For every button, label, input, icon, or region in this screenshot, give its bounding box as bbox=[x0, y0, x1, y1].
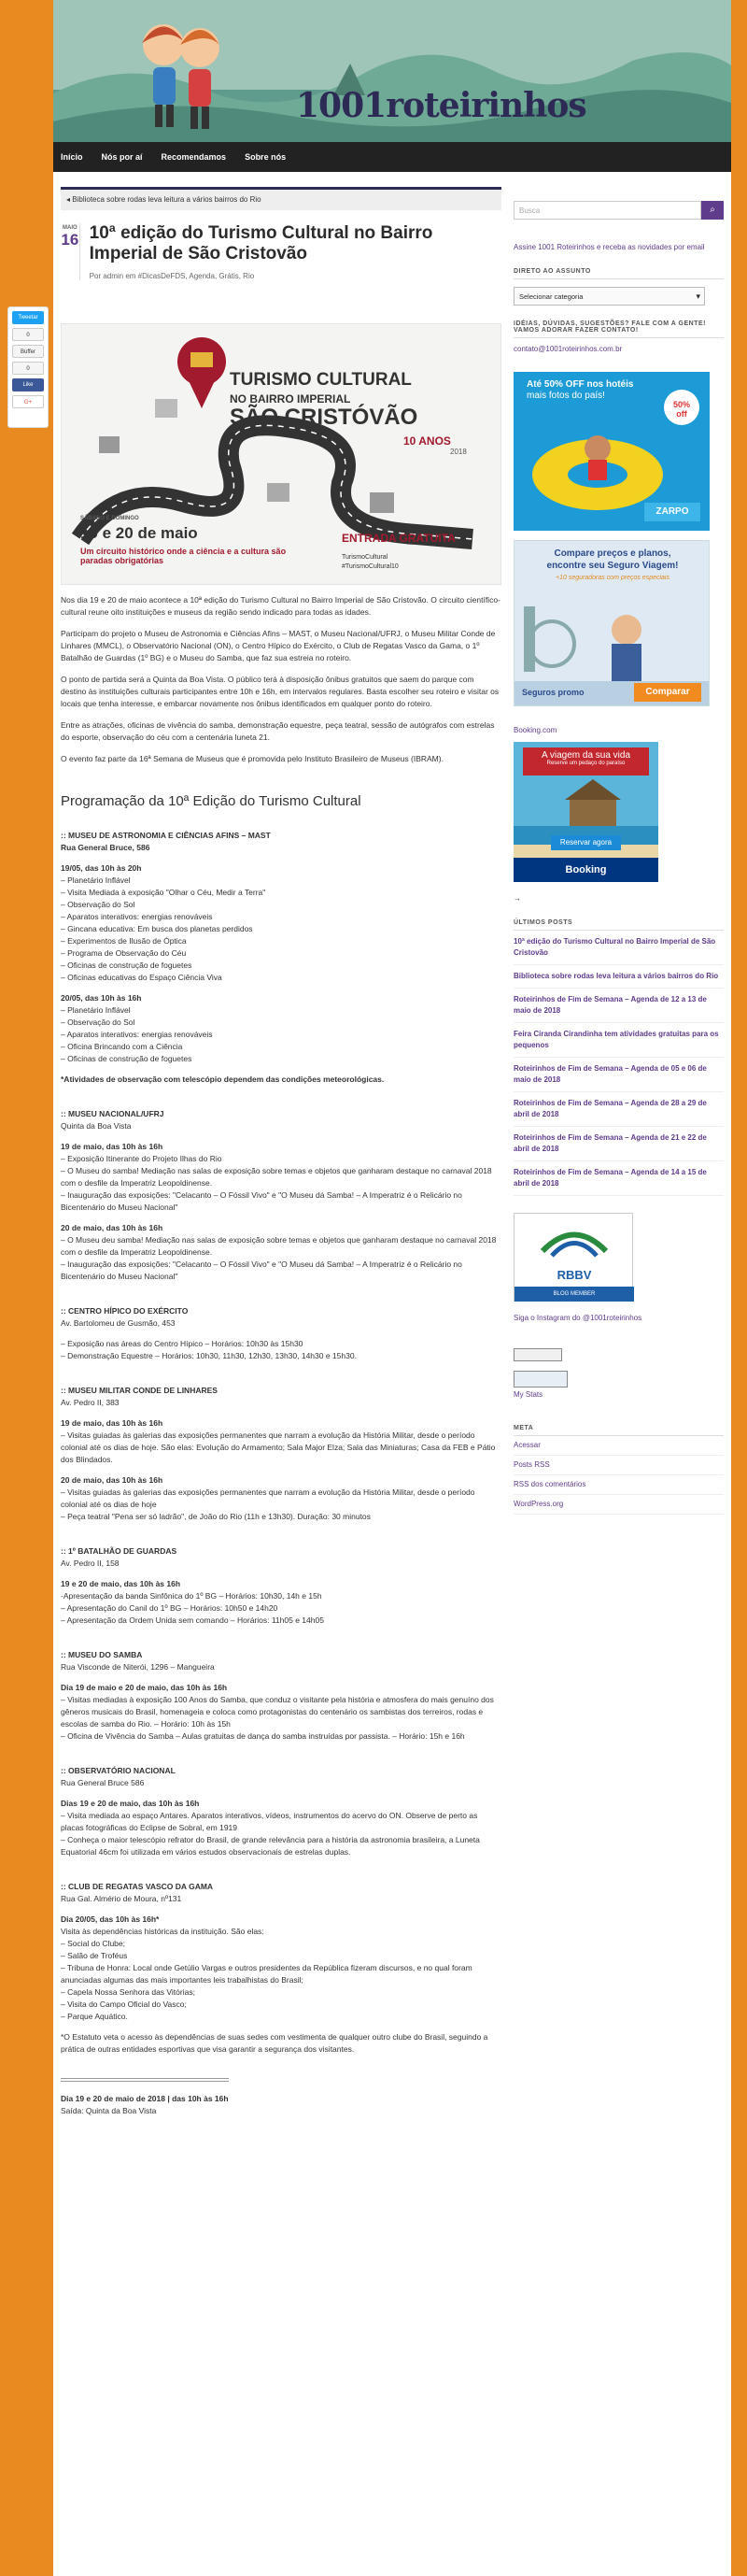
section-address: Rua Visconde de Niterói, 1296 – Mangueira bbox=[61, 1662, 215, 1672]
section-line: Visita às dependências históricas da instituição. São elas: bbox=[61, 1927, 264, 1936]
banner-year: 2018 bbox=[450, 448, 467, 456]
section-line: – Capela Nossa Senhora das Vitórias; bbox=[61, 1987, 195, 1997]
section-line: – Social do Clube; bbox=[61, 1939, 125, 1948]
post-title: 10ª edição do Turismo Cultural no Bairro Imperial de São Cristovão bbox=[89, 223, 433, 263]
section-line: – Oficina Brincando com a Ciência bbox=[61, 1042, 183, 1051]
search-input[interactable]: Busca bbox=[514, 201, 701, 220]
section-title: :: OBSERVATÓRIO NACIONAL bbox=[61, 1766, 176, 1775]
section-line: – Gincana educativa: Em busca dos planetas perdidos bbox=[61, 924, 253, 933]
event-banner bbox=[61, 323, 501, 585]
section-address: Av. Pedro II, 383 bbox=[61, 1398, 120, 1407]
gplus-button[interactable]: G+ bbox=[12, 395, 44, 408]
post-header bbox=[61, 223, 501, 280]
section-line: – Visitas guiadas às galerias das exposições permanentes que narram a evolução da História Militar, desde o período colonial até os dias de hoje bbox=[61, 1487, 475, 1509]
recent-posts-title: ÚLTIMOS POSTS bbox=[514, 919, 724, 931]
recent-post-link[interactable]: Roteirinhos de Fim de Semana – Agenda de 05 e 06 de maio de 2018 bbox=[514, 1058, 724, 1092]
section-line: – Aparatos interativos: energias renováveis bbox=[61, 1030, 213, 1039]
section-line: – Exposição Itinerante do Projeto Ilhas do Rio bbox=[61, 1154, 222, 1163]
section-schedule-heading: 19/05, das 10h às 20h bbox=[61, 863, 142, 873]
recent-post-link[interactable]: Roteirinhos de Fim de Semana – Agenda de 14 a 15 de abril de 2018 bbox=[514, 1161, 724, 1196]
contact-widget-title: IDÉIAS, DÚVIDAS, SUGESTÕES? FALE COM A GENTE! VAMOS ADORAR FAZER CONTATO! bbox=[514, 320, 724, 338]
section-line: – Visitas mediadas à exposição 100 Anos do Samba, que conduz o visitante pela história e atmosfera do mais genuíno dos gêneros musicais do Brasil, homenageia e coloca como protagonistas do centenário os sambistas dos terreiros, rodas e escolas de samba do Rio. – Horário: 10h às 15h bbox=[61, 1695, 494, 1729]
booking-link[interactable]: Booking.com bbox=[514, 726, 557, 734]
site-header bbox=[53, 0, 731, 142]
section-line: – Exposição nas áreas do Centro Hípico – Horários: 10h30 às 15h30 bbox=[61, 1339, 303, 1348]
recent-post-link[interactable]: 10ª edição do Turismo Cultural no Bairro Imperial de São Cristovão bbox=[514, 931, 724, 965]
category-select[interactable]: Selecionar categoria ▾ bbox=[514, 287, 705, 306]
recent-posts-list bbox=[514, 931, 724, 1196]
section-title: :: MUSEU MILITAR CONDE DE LINHARES bbox=[61, 1386, 218, 1395]
ad-zarpo-badge: 50% off bbox=[672, 400, 690, 419]
ad-seguros-line1: Compare preços e planos, bbox=[554, 548, 671, 559]
section-line: – Aparatos interativos: energias renováveis bbox=[61, 912, 213, 921]
category-widget-title: DIRETO AO ASSUNTO bbox=[514, 268, 724, 279]
section-line: – Planetário Inflável bbox=[61, 875, 131, 885]
post-paragraph-5: O evento faz parte da 16ª Semana de Museus que é promovida pelo Instituto Brasileiro de Museus (IBRAM). bbox=[61, 754, 444, 763]
banner-dates: 19 e 20 de maio bbox=[80, 524, 198, 542]
ad-booking-brand: Booking bbox=[514, 858, 658, 882]
section-line: – Oficina de Vivência do Samba – Aulas gratuitas de dança do samba instruídas por passista. – Horário: 15h e 16h bbox=[61, 1731, 465, 1741]
section-line: – Peça teatral "Pena ser só ladrão", de João do Rio (11h e 13h30). Duração: 30 minutos bbox=[61, 1512, 371, 1521]
recent-post-link[interactable]: Biblioteca sobre rodas leva leitura a vários bairros do Rio bbox=[514, 965, 724, 989]
ad-zarpo-brand: ZARPO bbox=[644, 503, 700, 521]
ad-zarpo-line2: mais fotos do país! bbox=[527, 391, 605, 401]
section-schedule-heading: Dia 20/05, das 10h às 16h* bbox=[61, 1914, 160, 1924]
ad-booking-cta[interactable]: Reservar agora bbox=[551, 835, 621, 850]
section-schedule-heading: 19 de maio, das 10h às 16h bbox=[61, 1142, 163, 1151]
section-line: – Apresentação da Ordem Unida sem comando – Horários: 11h05 e 14h05 bbox=[61, 1615, 324, 1625]
buffer-button[interactable]: Buffer bbox=[12, 345, 44, 358]
section-title: :: MUSEU DO SAMBA bbox=[61, 1650, 143, 1659]
post-month: MAIO bbox=[62, 225, 78, 231]
rbbv-badge[interactable] bbox=[514, 1213, 633, 1302]
section-schedule-heading: 20 de maio, das 10h às 16h bbox=[61, 1475, 163, 1485]
section-line: – Planetário Inflável bbox=[61, 1005, 131, 1015]
ad-seguros-cta[interactable]: Comparar bbox=[634, 683, 701, 702]
section-line: -Apresentação da banda Sinfônica do 1º BG – Horários: 10h30, 14h e 15h bbox=[61, 1591, 322, 1601]
programacao-heading: Programação da 10ª Edição do Turismo Cultural bbox=[61, 793, 361, 809]
banner-title: TURISMO CULTURAL NO BAIRRO IMPERIAL SÃO CRISTÓVÃO bbox=[230, 370, 418, 430]
meta-link[interactable]: Acessar bbox=[514, 1436, 724, 1456]
section-line: – Salão de Troféus bbox=[61, 1951, 128, 1960]
section-line: – Conheça o maior telescópio refrator do Brasil, de grande relevância para a história da astronomia brasileira, a Luneta Equatorial 46cm foi utilizada em vários estudos observacionais de estrelas duplas. bbox=[61, 1835, 480, 1857]
search-icon: ⌕ bbox=[710, 205, 715, 215]
ad-booking-sub: Reserve um pedaço do paraíso bbox=[546, 761, 626, 766]
post-paragraph-4: Entre as atrações, oficinas de vivência do samba, demonstração equestre, peça teatral, sessão de autógrafos com estrelas do esporte, observação do céu com a centenária luneta 21. bbox=[61, 720, 495, 742]
banner-small: SÁBADO E DOMINGO bbox=[80, 516, 139, 521]
section-line: *O Estatuto veta o acesso às dependências de suas sedes com vestimenta de qualquer outro clube do Brasil, seguindo a prática de outras entidades esportivas que visa garantir a segurança dos visitantes. bbox=[61, 2032, 488, 2054]
post-meta: Por admin em #DicasDeFDS, Agenda, Grátis, Rio bbox=[89, 272, 255, 280]
section-line: – Observação do Sol bbox=[61, 1018, 135, 1027]
recent-post-link[interactable]: Roteirinhos de Fim de Semana – Agenda de 21 e 22 de abril de 2018 bbox=[514, 1127, 724, 1161]
section-title: :: CENTRO HÍPICO DO EXÉRCITO bbox=[61, 1306, 189, 1316]
section-line: – O Museu deu samba! Mediação nas salas de exposição sobre temas e objetos que ganharam destaque no carnaval 2018 com o desfile da Imperatriz Leopoldinense. bbox=[61, 1235, 497, 1257]
section-address: Rua Gal. Almério de Moura, nº131 bbox=[61, 1894, 182, 1903]
event-where: Saída: Quinta da Boa Vista bbox=[61, 2106, 157, 2115]
section-line: – Demonstração Equestre – Horários: 10h30, 11h30, 12h30, 13h30, 14h30 e 15h30. bbox=[61, 1351, 357, 1360]
section-schedule-heading: Dia 19 de maio e 20 de maio, das 10h às 16h bbox=[61, 1683, 228, 1692]
section-address: Av. Bartolomeu de Gusmão, 453 bbox=[61, 1318, 176, 1328]
like-button[interactable]: Like bbox=[12, 378, 44, 391]
section-line: – Observação do Sol bbox=[61, 900, 135, 909]
nav-sobre-nos[interactable]: Sobre nós bbox=[245, 152, 287, 162]
nav-recomendamos[interactable]: Recomendamos bbox=[161, 152, 227, 162]
prev-post-title[interactable]: Biblioteca sobre rodas leva leitura a vários bairros do Rio bbox=[72, 195, 261, 204]
section-title: :: MUSEU DE ASTRONOMIA E CIÊNCIAS AFINS – MAST bbox=[61, 831, 271, 840]
share-bar bbox=[7, 306, 49, 428]
section-line: – Parque Aquático. bbox=[61, 2012, 128, 2021]
section-title: :: CLUB DE REGATAS VASCO DA GAMA bbox=[61, 1882, 214, 1891]
section-line: – Visita mediada ao espaço Antares. Aparatos interativos, vídeos, instrumentos do acervo do ON. Observe de perto as placas fotográficas do Eclipse de Sobral, em 1919 bbox=[61, 1811, 478, 1832]
section-line: – Inauguração das exposições: "Celacanto – O Fóssil Vivo" e "O Museu dá Samba! – A Imperatriz é o Relicário no Bicentenário do Museu Nacional" bbox=[61, 1260, 462, 1281]
post-paragraph-1: Nos dia 19 e 20 de maio acontece a 10ª edição do Turismo Cultural no Bairro Imperial de São Cristovão. O circuito científico-cultural reune oito instituições e museus da região sendo indicado para todas as idades. bbox=[61, 595, 500, 617]
instagram-link[interactable]: Siga o Instagram do @1001roteirinhos bbox=[514, 1314, 642, 1322]
section-schedule-heading: *Atividades de observação com telescópio dependem das condições meteorológicas. bbox=[61, 1075, 385, 1084]
section-address: Quinta da Boa Vista bbox=[61, 1121, 132, 1131]
prev-post-link[interactable]: ◂ Biblioteca sobre rodas leva leitura a vários bairros do Rio bbox=[61, 187, 501, 210]
ad-seguros[interactable] bbox=[514, 540, 710, 706]
subscribe-link[interactable]: Assine 1001 Roteirinhos e receba as novidades por email bbox=[514, 243, 705, 251]
search-button[interactable] bbox=[701, 201, 724, 220]
post-day: 16 bbox=[61, 231, 79, 249]
section-address: Rua General Bruce 586 bbox=[61, 1778, 145, 1787]
section-line: – Inauguração das exposições: "Celacanto – O Fóssil Vivo" e "O Museu dá Samba! – A Imperatriz é o Relicário no Bicentenário do Museu Nacional" bbox=[61, 1190, 462, 1212]
main-nav bbox=[53, 142, 731, 172]
meta-link[interactable]: RSS dos comentários bbox=[514, 1475, 724, 1495]
ad-seguros-brand: Seguros promo bbox=[522, 688, 585, 697]
section-title: :: 1º BATALHÃO DE GUARDAS bbox=[61, 1546, 177, 1556]
recent-post-link[interactable]: Feira Ciranda Cirandinha tem atividades gratuitas para os pequenos bbox=[514, 1023, 724, 1058]
section-schedule-heading: 19 de maio, das 10h às 16h bbox=[61, 1418, 163, 1428]
meta-list bbox=[514, 1436, 724, 1515]
section-line: – Experimentos de Ilusão de Óptica bbox=[61, 936, 187, 946]
meta-link[interactable]: WordPress.org bbox=[514, 1495, 724, 1515]
section-address: Av. Pedro II, 158 bbox=[61, 1558, 120, 1568]
section-line: – Apresentação do Canil do 1º BG – Horários: 10h50 e 14h20 bbox=[61, 1603, 278, 1613]
post-date bbox=[61, 223, 80, 280]
share-count: 0 bbox=[12, 328, 44, 341]
section-schedule-heading: 20 de maio, das 10h às 16h bbox=[61, 1223, 163, 1232]
rbbv-text: RBBV bbox=[557, 1268, 592, 1282]
ad-seguros-line2: encontre seu Seguro Viagem! bbox=[546, 561, 679, 571]
sidebar bbox=[514, 187, 724, 1515]
section-line: – O Museu do samba! Mediação nas salas de exposição sobre temas e objetos que ganharam destaque no carnaval 2018 com o desfile da Imperatriz Leopoldinense. bbox=[61, 1166, 492, 1188]
ad-zarpo-line1: Até 50% OFF nos hotéis bbox=[527, 379, 634, 390]
recent-post-link[interactable]: Roteirinhos de Fim de Semana – Agenda de 28 a 29 de abril de 2018 bbox=[514, 1092, 724, 1127]
rbbv-logo-icon bbox=[514, 1214, 634, 1270]
page bbox=[53, 0, 731, 2576]
section-line: – Oficinas educativas do Espaço Ciência Viva bbox=[61, 973, 222, 982]
meta-link[interactable]: Posts RSS bbox=[514, 1456, 724, 1475]
banner-fb: TurismoCultural bbox=[342, 554, 388, 561]
post-paragraph-3: O ponto de partida será a Quinta da Boa Vista. O público terá à disposição ônibus gratuitos que saem do parque com destino às instituições culturais participantes entre 10h e 16h, em intervalos regulares. Basta escolher seu roteiro e visitar os locais que tenha interesse, e embarcar novamente nos ônibus identificados em qualquer ponto do roteiro. bbox=[61, 675, 500, 708]
ad-seguros-line3: +10 seguradoras com preços especiais bbox=[556, 575, 669, 581]
search-form bbox=[514, 201, 724, 220]
section-line: – Visitas guiadas às galerias das exposições permanentes que narram a evolução da História Militar, desde o período colonial até os dias de hoje. São elas: Evolução do Armamento; Sala Major Elza; Sala das Miniaturas; Casa da FEB e Pátio dos Blindados. bbox=[61, 1430, 496, 1464]
banner-free: ENTRADA GRATUITA bbox=[342, 532, 456, 545]
section-schedule-heading: Dias 19 e 20 de maio, das 10h às 16h bbox=[61, 1799, 200, 1808]
site-logo[interactable]: 1001roteirinhos bbox=[296, 86, 586, 125]
section-line: – Visita Mediada à exposição "Olhar o Céu, Medir a Terra" bbox=[61, 888, 266, 897]
banner-anos: 10 ANOS bbox=[403, 434, 451, 448]
kids-logo-illustration bbox=[133, 6, 231, 136]
section-address: Rua General Bruce, 586 bbox=[61, 843, 150, 852]
ad-booking-title: A viagem da sua vida bbox=[541, 750, 631, 761]
section-line: – Tribuna de Honra: Local onde Getúlio Vargas e outros presidentes da República fizeram discursos, e no qual foram anunciadas algumas das mais importantes leis trabalhistas do Brasil; bbox=[61, 1963, 472, 1985]
statcounter-widget[interactable] bbox=[514, 1371, 568, 1388]
rbbv-sub: BLOG MEMBER bbox=[514, 1287, 634, 1302]
ad-seguros-image bbox=[514, 541, 710, 706]
section-schedule-heading: 19 e 20 de maio, das 10h às 16h bbox=[61, 1579, 181, 1588]
event-when: Dia 19 e 20 de maio de 2018 | das 10h às 16h bbox=[61, 2094, 229, 2103]
section-schedule-heading: 20/05, das 10h às 16h bbox=[61, 993, 142, 1003]
ad-zarpo[interactable] bbox=[514, 372, 710, 531]
arrow-link[interactable]: → bbox=[514, 894, 521, 903]
tweet-button[interactable]: Tweetar bbox=[12, 311, 44, 324]
programacao-sections bbox=[61, 830, 501, 2056]
recent-post-link[interactable]: Roteirinhos de Fim de Semana – Agenda de 12 a 13 de maio de 2018 bbox=[514, 989, 724, 1023]
banner-sub: Um circuito histórico onde a ciência e a cultura são paradas obrigatórias bbox=[80, 547, 287, 565]
section-line: – Programa de Observação do Céu bbox=[61, 948, 187, 958]
divider bbox=[61, 2081, 229, 2082]
like-count: 0 bbox=[12, 362, 44, 375]
my-stats-link[interactable]: My Stats bbox=[514, 1390, 543, 1399]
section-line: – Visita do Campo Oficial do Vasco; bbox=[61, 2000, 187, 2009]
contact-email-link[interactable]: contato@1001roteirinhos.com.br bbox=[514, 345, 623, 353]
section-line: – Oficinas de construção de foguetes bbox=[61, 961, 192, 970]
banner-tag: #TurismoCultural10 bbox=[342, 563, 399, 570]
section-title: :: MUSEU NACIONAL/UFRJ bbox=[61, 1109, 164, 1118]
ad-booking[interactable] bbox=[514, 742, 658, 882]
section-line: – Oficinas de construção de foguetes bbox=[61, 1054, 192, 1063]
post-paragraph-2: Participam do projeto o Museu de Astronomia e Ciências Afins – MAST, o Museu Nacional/UFRJ, o Museu Militar Conde de Linhares (MMCL), o Observatório Nacional (ON), o Centro Hípico do Exército, o Club de Regatas Vasco da Gama, o 1º Batalhão de Guardas (1º BG) e o Museu do Samba, que faz sua estreia no roteiro. bbox=[61, 629, 496, 662]
divider bbox=[61, 2078, 229, 2079]
nav-nos-por-ai[interactable]: Nós por aí bbox=[101, 152, 143, 162]
nav-inicio[interactable]: Início bbox=[61, 152, 83, 162]
meta-title: META bbox=[514, 1425, 724, 1436]
counter-widget bbox=[514, 1348, 562, 1361]
main-content bbox=[61, 187, 501, 2117]
